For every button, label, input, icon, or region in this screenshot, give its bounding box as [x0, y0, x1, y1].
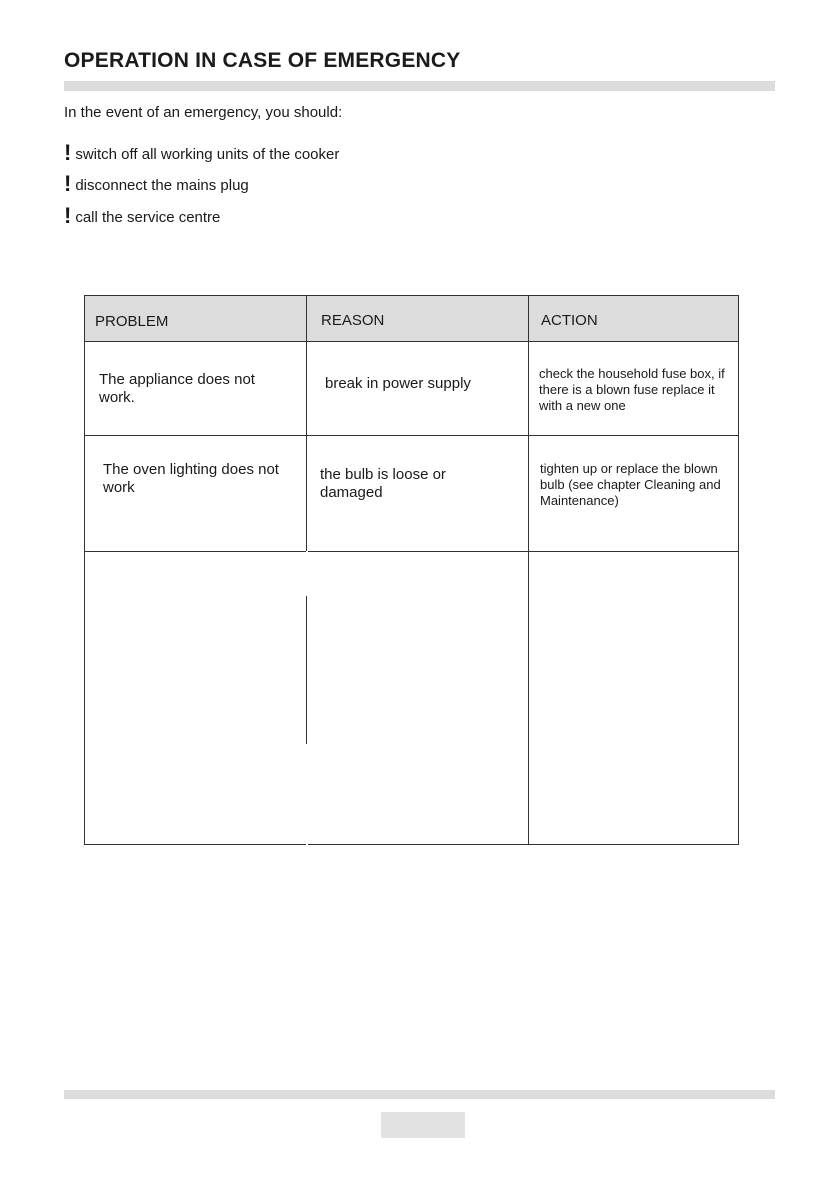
step-text: disconnect the mains plug [75, 177, 249, 194]
row1-problem: The appliance does not work. [99, 371, 255, 406]
row2-problem: The oven lighting does not work [103, 461, 279, 496]
column-divider [528, 296, 529, 844]
line-gap [306, 744, 308, 845]
exclamation-icon: ! [64, 202, 72, 228]
troubleshooting-table [84, 295, 739, 845]
row1-action: check the household fuse box, if there is a blown fuse replace it with a new one [539, 366, 725, 413]
row-divider [85, 435, 738, 436]
row1-reason: break in power supply [325, 375, 471, 392]
header-action: ACTION [541, 312, 598, 329]
intro-text: In the event of an emergency, you should: [64, 104, 343, 121]
list-item [64, 131, 339, 163]
exclamation-icon: ! [64, 139, 72, 165]
footer-bar [64, 1090, 775, 1099]
emergency-steps-list [64, 131, 339, 226]
header-reason: REASON [321, 312, 385, 329]
step-text: switch off all working units of the cooker [75, 145, 340, 163]
row2-action: tighten up or replace the blown bulb (see chapter Cleaning and Maintenance) [540, 461, 721, 508]
row2-reason: the bulb is loose or damaged [320, 466, 446, 501]
title-underline-bar [64, 81, 775, 91]
list-item [64, 163, 339, 195]
table-header-row [85, 296, 738, 342]
list-item [64, 194, 339, 226]
exclamation-icon: ! [64, 171, 72, 196]
page-title: OPERATION IN CASE OF EMERGENCY [64, 49, 461, 72]
row-divider [85, 551, 738, 552]
step-text: call the service centre [75, 208, 221, 226]
header-problem: PROBLEM [95, 313, 169, 330]
line-gap [306, 551, 308, 596]
page-number-box [381, 1112, 465, 1138]
